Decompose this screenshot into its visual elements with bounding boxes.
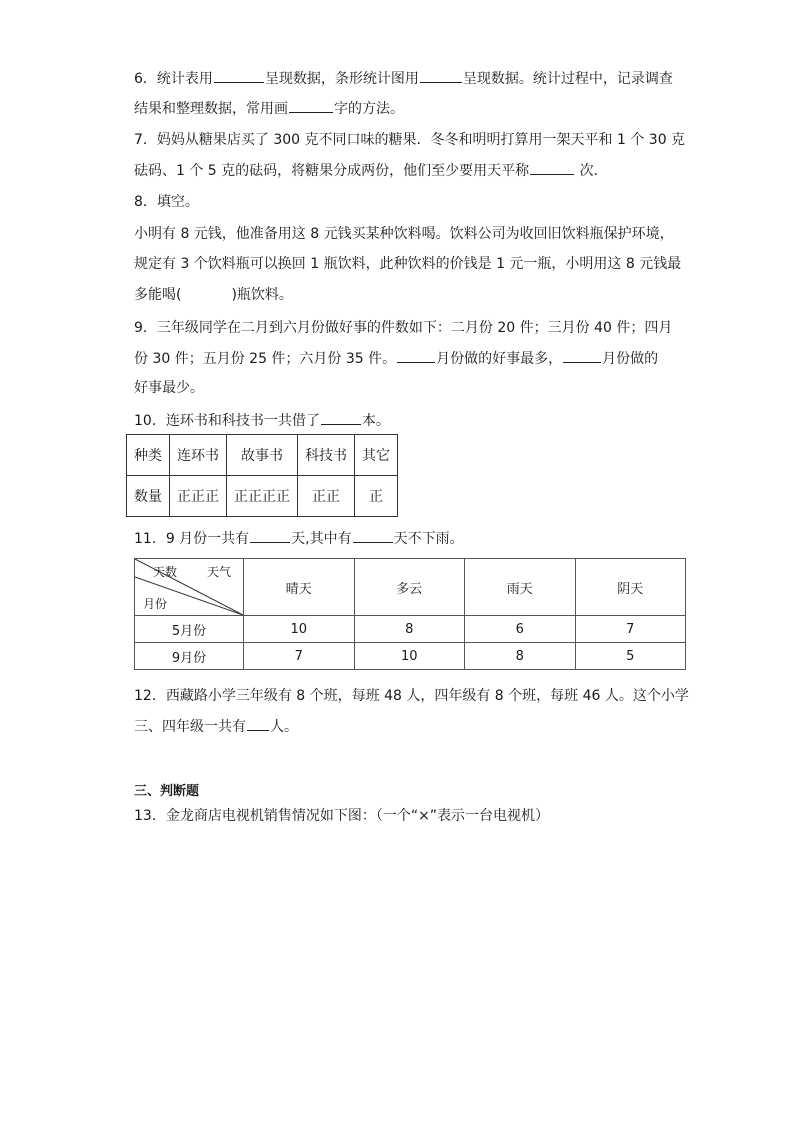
q10-blank[interactable] bbox=[321, 410, 361, 425]
q7-line-2 bbox=[134, 160, 608, 181]
weather-row-may bbox=[135, 616, 686, 643]
q6-blank-1[interactable] bbox=[214, 68, 264, 83]
tally-cell: 正 bbox=[355, 476, 398, 517]
q10-text: 本。 bbox=[361, 413, 390, 429]
tally-cell: 正正正正 bbox=[227, 476, 298, 517]
weather-row-label: 5月份 bbox=[135, 616, 244, 643]
tally-header-row bbox=[127, 435, 398, 476]
diagonal-header bbox=[135, 559, 243, 615]
tally-cell: 故事书 bbox=[227, 435, 298, 476]
q8-text: 多能喝( bbox=[134, 287, 182, 303]
corner-label-month: 月份 bbox=[143, 597, 168, 611]
q6-text: 呈现数据，条形统计图用 bbox=[264, 71, 419, 87]
weather-cell: 8 bbox=[354, 616, 465, 643]
weather-table bbox=[134, 558, 686, 670]
weather-col-header: 阴天 bbox=[575, 559, 686, 616]
q9-text: 月份做的 bbox=[602, 351, 659, 367]
q7-text: 次． bbox=[575, 163, 608, 179]
tally-data-row bbox=[127, 476, 398, 517]
q12-line-1: 12．西藏路小学三年级有 8 个班，每班 48 人，四年级有 8 个班，每班 46 人。这个小学 bbox=[134, 688, 689, 704]
q6-line-2 bbox=[134, 98, 404, 119]
q6-text: 6．统计表用 bbox=[134, 71, 213, 87]
tally-cell: 科技书 bbox=[298, 435, 355, 476]
q8-title: 8．填空。 bbox=[134, 194, 199, 210]
q7-text: 砝码、1 个 5 克的砝码，将糖果分成两份，他们至少要用天平称 bbox=[134, 163, 530, 179]
q11-blank-2[interactable] bbox=[353, 528, 393, 543]
q12-line-2 bbox=[134, 716, 298, 737]
q6-text: 呈现数据。统计过程中，记录调查 bbox=[462, 71, 673, 87]
q6-text: 字的方法。 bbox=[334, 101, 404, 117]
weather-header-row bbox=[135, 559, 686, 616]
q8-line-1: 小明有 8 元钱，他准备用这 8 元钱买某种饮料喝。饮料公司为收回旧饮料瓶保护环境， bbox=[134, 226, 674, 242]
q6-blank-3[interactable] bbox=[289, 98, 333, 113]
q6-text: 结果和整理数据，常用画 bbox=[134, 101, 288, 117]
tally-cell: 数量 bbox=[127, 476, 170, 517]
q9-blank-1[interactable] bbox=[397, 348, 435, 363]
tally-table bbox=[126, 434, 398, 517]
q7-line-1: 7．妈妈从糖果店买了 300 克不同口味的糖果．冬冬和明明打算用一架天平和 1 个 30 克 bbox=[134, 132, 686, 148]
corner-label-days: 天数 bbox=[153, 565, 178, 579]
tally-cell: 连环书 bbox=[170, 435, 227, 476]
q8-text: )瓶饮料。 bbox=[231, 287, 293, 303]
q7-blank[interactable] bbox=[530, 160, 574, 175]
weather-cell: 7 bbox=[244, 643, 355, 670]
q11-line bbox=[134, 528, 464, 549]
q12-text: 三、四年级一共有 bbox=[134, 719, 246, 735]
q6-blank-2[interactable] bbox=[420, 68, 462, 83]
q11-blank-1[interactable] bbox=[250, 528, 290, 543]
weather-col-header: 多云 bbox=[354, 559, 465, 616]
tally-cell: 正正 bbox=[298, 476, 355, 517]
weather-row-label: 9月份 bbox=[135, 643, 244, 670]
q11-text: 天不下雨。 bbox=[393, 531, 464, 547]
q13-line: 13．金龙商店电视机销售情况如下图：（一个“×”表示一台电视机） bbox=[134, 808, 550, 824]
q6-line-1 bbox=[134, 68, 673, 89]
q8-line-3 bbox=[134, 285, 293, 305]
q9-line-3: 好事最少。 bbox=[134, 380, 204, 396]
weather-cell: 10 bbox=[354, 643, 465, 670]
q12-text: 人。 bbox=[270, 719, 298, 735]
q10-line bbox=[134, 410, 390, 431]
weather-cell: 6 bbox=[465, 616, 576, 643]
section-title: 三、判断题 bbox=[134, 784, 200, 799]
q9-blank-2[interactable] bbox=[563, 348, 601, 363]
q9-text: 份 30 件；五月份 25 件；六月份 35 件。 bbox=[134, 351, 397, 367]
weather-cell: 7 bbox=[575, 616, 686, 643]
tally-cell: 种类 bbox=[127, 435, 170, 476]
weather-corner-cell bbox=[135, 559, 244, 616]
q8-line-2: 规定有 3 个饮料瓶可以换回 1 瓶饮料，此种饮料的价钱是 1 元一瓶，小明用这 8 元钱最 bbox=[134, 256, 682, 272]
q11-text: 天,其中有 bbox=[291, 531, 352, 547]
corner-label-weather: 天气 bbox=[207, 565, 232, 579]
q12-blank[interactable] bbox=[247, 716, 269, 731]
q10-text: 10．连环书和科技书一共借了 bbox=[134, 413, 320, 429]
q9-line-2 bbox=[134, 348, 658, 369]
tally-cell: 其它 bbox=[355, 435, 398, 476]
q9-text: 月份做的好事最多， bbox=[436, 351, 563, 367]
q11-text: 11．9 月份一共有 bbox=[134, 531, 250, 547]
weather-cell: 10 bbox=[244, 616, 355, 643]
weather-cell: 5 bbox=[575, 643, 686, 670]
weather-col-header: 雨天 bbox=[465, 559, 576, 616]
q9-line-1: 9．三年级同学在二月到六月份做好事的件数如下：二月份 20 件；三月份 40 件；四月 bbox=[134, 320, 673, 336]
weather-row-september bbox=[135, 643, 686, 670]
weather-col-header: 晴天 bbox=[244, 559, 355, 616]
weather-cell: 8 bbox=[465, 643, 576, 670]
tally-cell: 正正正 bbox=[170, 476, 227, 517]
